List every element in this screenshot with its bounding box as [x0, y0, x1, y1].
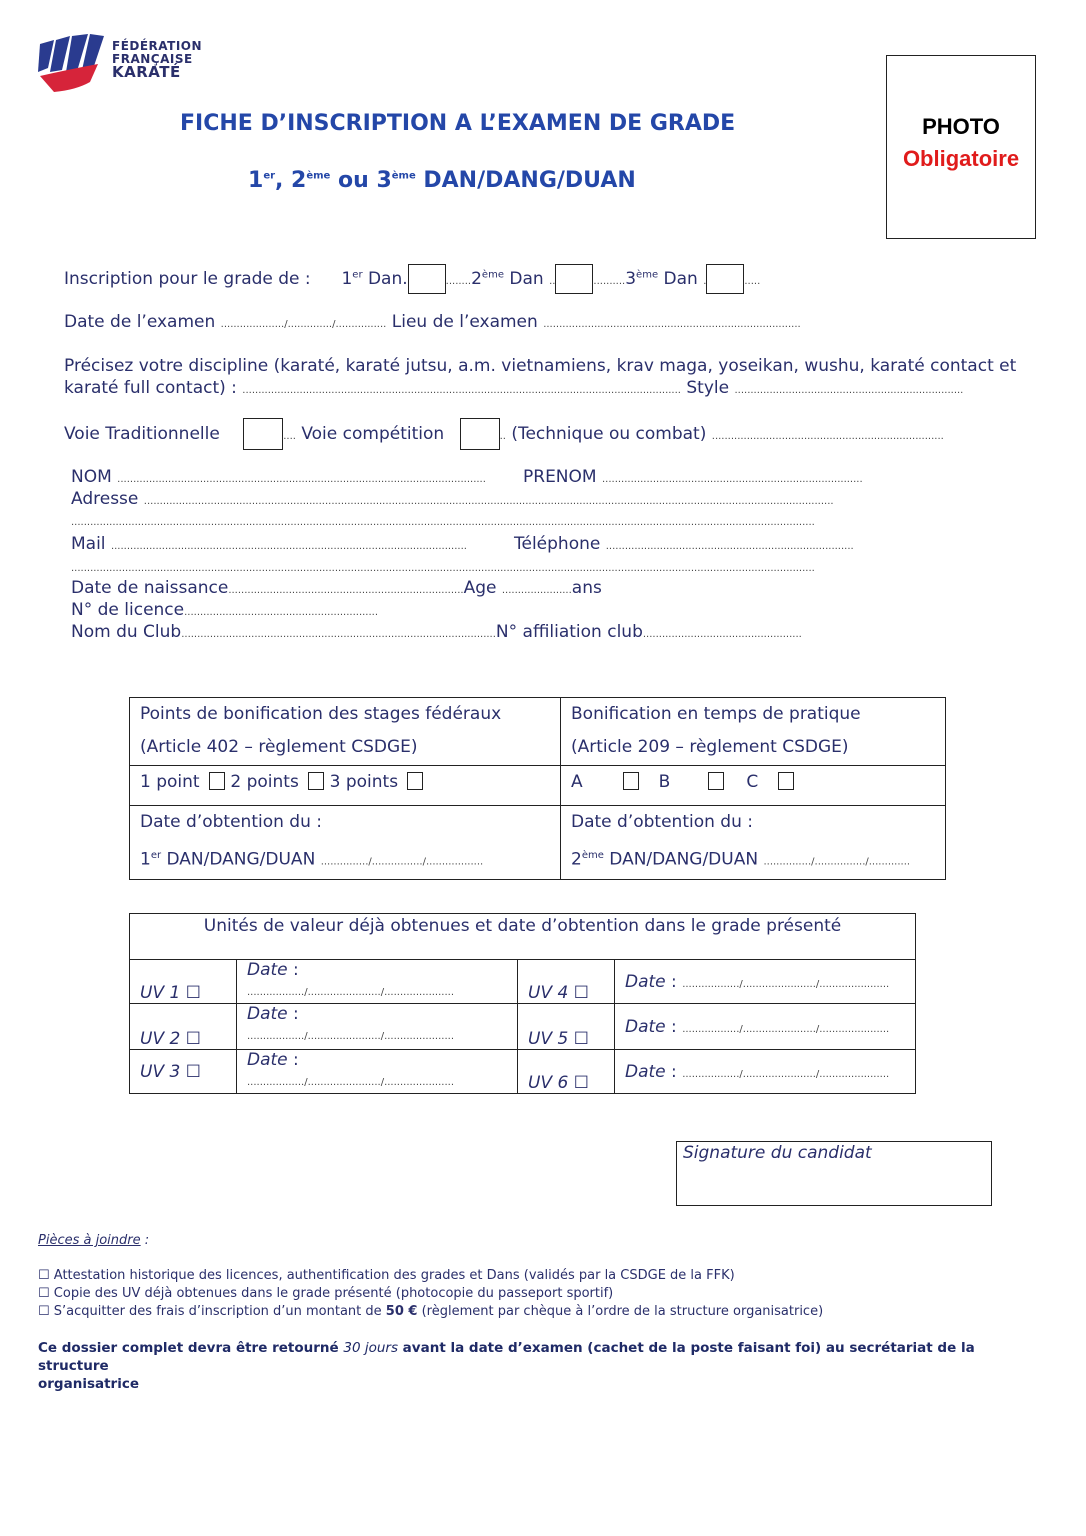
uv-3-date-field[interactable]: ................../......................./......................: [247, 1077, 454, 1088]
uv-4-date-field[interactable]: ................../......................./......................: [682, 978, 890, 990]
voie-trad-checkbox[interactable]: [243, 418, 283, 450]
discipline-field[interactable]: ..........................................................................................................................................: [242, 385, 681, 396]
club-row: [71, 622, 802, 642]
uv-1-date-cell: Date : ................../......................./......................: [237, 960, 518, 1004]
prenom-label: PRENOM: [523, 467, 597, 487]
licence-field[interactable]: .............................................................: [184, 607, 379, 618]
adresse-label: Adresse: [71, 489, 139, 509]
discipline-line-1: Précisez votre discipline (karaté, karaté jutsu, a.m. vietnamiens, krav maga, yoseikan, wushu, karaté contact et: [64, 356, 1017, 376]
uv-6-cell[interactable]: UV 6 ☐: [518, 1050, 615, 1094]
naissance-field[interactable]: ..........................................................................: [228, 585, 464, 596]
footer-note: Ce dossier complet devra être retourné 30 jours avant la date d’examen (cachet de la poste faisant foi) au secrétariat de la structure organisatrice: [38, 1340, 975, 1392]
point-1-checkbox[interactable]: [209, 772, 225, 790]
page-title: FICHE D’INSCRIPTION A L’EXAMEN DE GRADE: [180, 111, 736, 136]
tel-field-2[interactable]: ..........................................................................................................................................................................................................................................: [71, 563, 815, 574]
photo-note: Obligatoire: [902, 146, 1020, 171]
date-1er-dan-field[interactable]: .............../................/..................: [320, 856, 484, 868]
ans-label: ans: [571, 578, 602, 598]
licence-label: N° de licence: [71, 600, 185, 620]
uv-5-date-cell: Date : ................../......................./......................: [615, 1004, 916, 1050]
voie-comp-checkbox[interactable]: [460, 418, 500, 450]
bonus-header-stages: Points de bonification des stages fédéraux (Article 402 – règlement CSDGE): [130, 698, 561, 766]
grade-label: Inscription pour le grade de :: [64, 269, 311, 289]
grade-2-checkbox[interactable]: [555, 264, 593, 294]
adresse-row: [71, 489, 834, 509]
uv-6-date-cell: Date : ................../......................./......................: [615, 1050, 916, 1094]
club-label: Nom du Club: [71, 622, 182, 642]
ffk-logo-icon: [36, 34, 106, 94]
uv-5-cell[interactable]: UV 5 ☐: [518, 1004, 615, 1050]
tel-label: Téléphone: [514, 534, 601, 554]
voie-row: Voie Traditionnelle .... Voie compétition .. (Technique ou combat) .........................................................................: [64, 418, 944, 450]
date-2eme-dan-field[interactable]: .............../................/.............: [763, 856, 911, 868]
age-field[interactable]: ......................: [501, 585, 572, 596]
grade-1-label: 1er Dan.: [341, 269, 408, 289]
uv-6-date-field[interactable]: ................../......................./......................: [682, 1068, 890, 1080]
tel-row: [514, 534, 854, 554]
exam-place-field[interactable]: .................................................................................: [543, 319, 801, 330]
uv-1-date-field[interactable]: ................../......................./......................: [247, 987, 454, 998]
pieces-title: Pièces à joindre :: [38, 1233, 150, 1248]
age-label: Age: [463, 578, 497, 598]
logo-line-3: KARATÉ: [112, 63, 181, 81]
uv-4-cell[interactable]: UV 4 ☐: [518, 960, 615, 1004]
discipline-line-2: karaté full contact) : .......................................................................................................................................... Style ........................................................................: [64, 378, 964, 398]
bonus-abc-cell: A B C: [561, 766, 946, 806]
uv-4-date-cell: Date : ................../......................./......................: [615, 960, 916, 1004]
uv-2-date-field[interactable]: ................../......................./......................: [247, 1031, 454, 1042]
voie-tech-field[interactable]: .........................................................................: [711, 431, 944, 442]
licence-row: [71, 600, 378, 620]
photo-label: PHOTO: [922, 114, 1000, 139]
date-1er-dan-cell: Date d’obtention du : 1er DAN/DANG/DUAN .............../................/..................: [130, 806, 561, 880]
adresse-field[interactable]: .........................................................................................................................................................................................................................: [143, 496, 834, 507]
bonus-table: [129, 697, 946, 880]
naissance-label: Date de naissance: [71, 578, 229, 598]
nom-field[interactable]: ....................................................................................................................: [117, 474, 486, 485]
uv-table: [129, 913, 916, 1094]
affiliation-field[interactable]: ..................................................: [642, 629, 802, 640]
nom-row: [71, 467, 486, 487]
signature-label: Signature du candidat: [683, 1143, 872, 1163]
point-3-checkbox[interactable]: [407, 772, 423, 790]
mail-row: [71, 534, 467, 554]
uv-2-cell[interactable]: UV 2 ☐: [130, 1004, 237, 1050]
amount: 50 €: [385, 1304, 418, 1319]
point-2-checkbox[interactable]: [308, 772, 324, 790]
voie-comp-label: Voie compétition: [301, 424, 445, 444]
b-checkbox[interactable]: [708, 772, 724, 790]
nom-label: NOM: [71, 467, 112, 487]
grade-row: Inscription pour le grade de : 1er Dan. ........2ème Dan .. ..........3ème Dan . .....: [64, 264, 760, 294]
bonus-points-cell: 1 point 2 points 3 points: [130, 766, 561, 806]
style-label: Style: [686, 378, 730, 398]
tel-field[interactable]: ..............................................................................: [605, 541, 854, 552]
grade-3-checkbox[interactable]: [706, 264, 744, 294]
mail-label: Mail: [71, 534, 106, 554]
pieces-item-3: ☐ S’acquitter des frais d’inscription d’un montant de 50 € (règlement par chèque à l’ordre de la structure organisatrice): [38, 1304, 824, 1319]
mail-field[interactable]: ................................................................................................................: [110, 541, 467, 552]
uv-3-cell[interactable]: UV 3 ☐: [130, 1050, 237, 1094]
exam-place-label: Lieu de l’examen: [391, 312, 538, 332]
a-checkbox[interactable]: [623, 772, 639, 790]
voie-tech-label: (Technique ou combat): [511, 424, 707, 444]
naissance-row: [71, 578, 602, 598]
bonus-header-pratique: Bonification en temps de pratique (Article 209 – règlement CSDGE): [561, 698, 946, 766]
uv-1-cell[interactable]: UV 1 ☐: [130, 960, 237, 1004]
voie-trad-label: Voie Traditionnelle: [64, 424, 220, 444]
uv-5-date-field[interactable]: ................../......................./......................: [682, 1023, 890, 1035]
prenom-field[interactable]: ..................................................................................: [601, 474, 863, 485]
logo-line-1: FÉDÉRATION: [112, 39, 203, 53]
exam-date-label: Date de l’examen: [64, 312, 216, 332]
logo: [36, 34, 206, 94]
c-checkbox[interactable]: [778, 772, 794, 790]
club-field[interactable]: ...................................................................................................: [181, 629, 496, 640]
page-subtitle: 1er, 2ème ou 3ème DAN/DANG/DUAN: [248, 168, 636, 193]
logo-line-2: FRANÇAISE: [112, 52, 193, 66]
photo-box: [886, 55, 1036, 239]
date-2eme-dan-cell: Date d’obtention du : 2ème DAN/DANG/DUAN .............../................/.............: [561, 806, 946, 880]
exam-row: [64, 312, 801, 332]
grade-3-label: 3ème Dan: [625, 269, 698, 289]
signature-box[interactable]: [676, 1141, 992, 1206]
adresse-field-2[interactable]: ..........................................................................................................................................................................................................................................: [71, 517, 815, 528]
uv-3-date-cell: Date : ................../......................./......................: [237, 1050, 518, 1094]
grade-1-checkbox[interactable]: [408, 264, 446, 294]
pieces-item-1: ☐ Attestation historique des licences, authentification des grades et Dans (validés par la CSDGE de la FFK): [38, 1268, 735, 1283]
grade-2-label: 2ème Dan: [471, 269, 544, 289]
pieces-item-2: ☐ Copie des UV déjà obtenues dans le grade présenté (photocopie du passeport sportif): [38, 1286, 614, 1301]
uv-2-date-cell: Date : ................../......................./......................: [237, 1004, 518, 1050]
affiliation-label: N° affiliation club: [495, 622, 643, 642]
style-field[interactable]: ........................................................................: [734, 385, 964, 396]
uv-header: Unités de valeur déjà obtenues et date d’obtention dans le grade présenté: [130, 914, 916, 960]
exam-date-field[interactable]: ..................../............../................: [220, 319, 387, 330]
prenom-row: [523, 467, 863, 487]
